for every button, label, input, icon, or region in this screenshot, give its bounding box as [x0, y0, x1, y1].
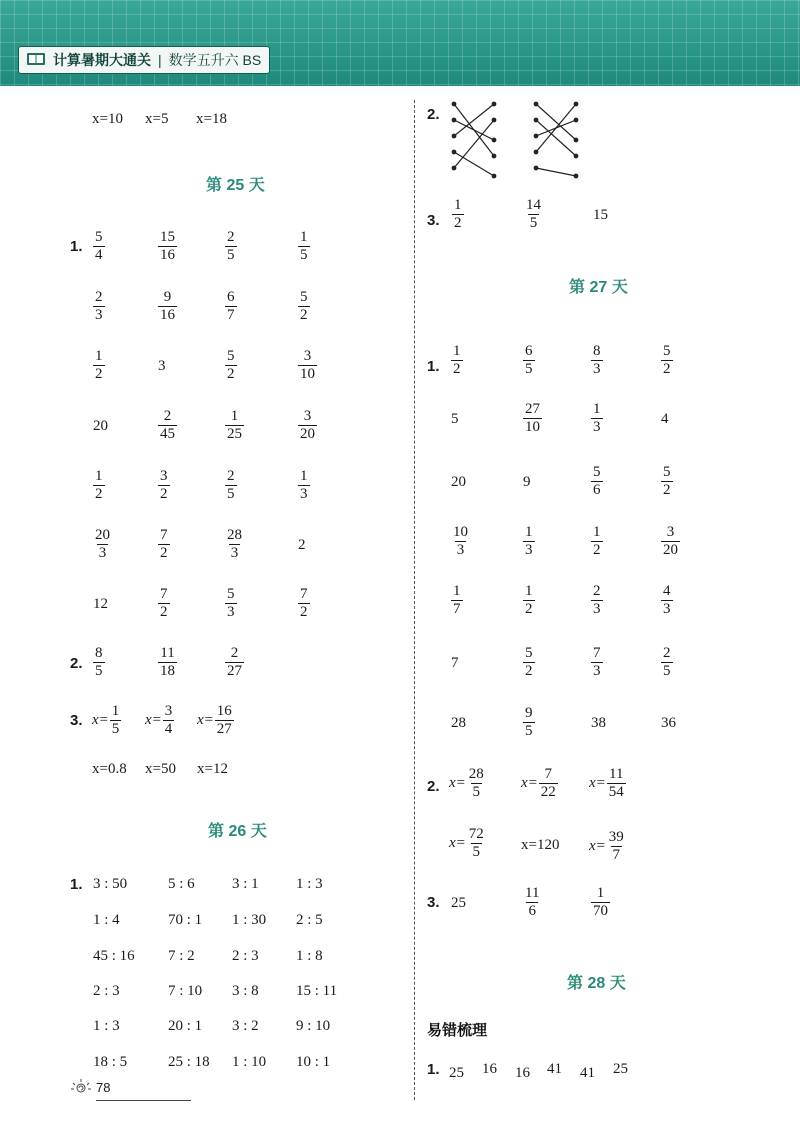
fraction	[661, 343, 673, 379]
ratio-answer: 1 : 3	[93, 1018, 120, 1034]
denominator: 3	[593, 419, 601, 436]
denominator: 3	[300, 486, 308, 503]
fraction	[93, 645, 105, 681]
denominator: 5	[525, 361, 533, 378]
fraction	[93, 229, 105, 265]
fraction	[467, 826, 486, 862]
ratio-answer: 3 : 1	[232, 876, 259, 892]
denominator: 5	[111, 721, 120, 738]
equation	[589, 766, 626, 802]
numerator: 1	[111, 703, 120, 719]
denominator: 2	[593, 542, 601, 559]
denominator: 3	[227, 604, 235, 621]
numerator: 1	[300, 229, 308, 245]
equation-variable: x=	[589, 775, 606, 792]
denominator: 3	[456, 542, 465, 559]
ratio-answer: 45 : 16	[93, 948, 135, 964]
value: 9	[523, 474, 531, 490]
numerator: 15	[160, 229, 175, 245]
day-28-title: 第 28 天	[567, 975, 626, 992]
numerator: 5	[593, 464, 601, 480]
fraction	[158, 408, 177, 444]
denominator: 4	[95, 247, 103, 264]
fraction	[298, 289, 310, 325]
denominator: 2	[453, 361, 461, 378]
fraction	[225, 408, 244, 444]
denominator: 5	[472, 844, 481, 861]
numerator: 7	[300, 586, 308, 602]
numerator: 14	[526, 197, 541, 213]
fraction	[591, 464, 603, 500]
numerator: 3	[303, 408, 312, 424]
denominator: 5	[525, 723, 533, 740]
question-number: 3.	[70, 712, 83, 729]
fraction	[163, 703, 175, 739]
fraction	[591, 885, 610, 921]
ratio-answer: 7 : 2	[168, 948, 195, 964]
title-separator: |	[158, 52, 162, 68]
fraction	[158, 527, 170, 563]
equation-variable: x=	[449, 775, 466, 792]
answer-value: 41	[547, 1061, 562, 1077]
equation	[449, 826, 486, 862]
numerator: 8	[593, 343, 601, 359]
denominator: 70	[593, 903, 608, 920]
value: 20	[93, 418, 108, 434]
numerator: 2	[227, 229, 235, 245]
numerator: 3	[164, 703, 173, 719]
numerator: 1	[95, 348, 103, 364]
answer-value: 41	[580, 1065, 595, 1081]
fraction	[225, 527, 244, 563]
question-number: 1.	[427, 1061, 440, 1078]
equation-variable: x=	[589, 838, 606, 855]
fraction	[661, 524, 680, 560]
fraction	[93, 289, 105, 325]
denominator: 3	[593, 361, 601, 378]
numerator: 2	[663, 645, 671, 661]
fraction	[523, 885, 541, 921]
question-number: 3.	[427, 212, 440, 229]
numerator: 72	[468, 826, 484, 842]
question-number: 2.	[427, 106, 440, 123]
numerator: 1	[95, 468, 103, 484]
numerator: 5	[227, 348, 235, 364]
equation-answer: x=50	[145, 761, 176, 777]
denominator: 18	[160, 663, 175, 680]
value: 12	[93, 596, 108, 612]
equation-variable: x=	[521, 775, 538, 792]
denominator: 25	[227, 426, 242, 443]
fraction	[215, 703, 234, 739]
numerator: 1	[525, 583, 533, 599]
fraction	[524, 197, 543, 233]
value: 2	[298, 537, 306, 553]
denominator: 7	[453, 601, 461, 618]
question-number: 2.	[70, 655, 83, 672]
answer-value: 25	[613, 1061, 628, 1077]
fraction	[225, 586, 237, 622]
numerator: 5	[227, 586, 235, 602]
fraction	[661, 583, 673, 619]
ratio-answer: 3 : 8	[232, 983, 259, 999]
fraction	[225, 289, 237, 325]
fraction	[225, 229, 237, 265]
question-number: 1.	[427, 358, 440, 375]
value: 28	[451, 715, 466, 731]
fraction	[158, 586, 170, 622]
fraction	[158, 645, 177, 681]
denominator: 3	[663, 601, 671, 618]
denominator: 5	[663, 663, 671, 680]
fraction	[158, 229, 177, 265]
numerator: 2	[163, 408, 172, 424]
numerator: 11	[160, 645, 175, 661]
equation	[449, 766, 486, 802]
denominator: 5	[227, 247, 235, 264]
value: 15	[593, 207, 608, 223]
value: 4	[661, 411, 669, 427]
denominator: 3	[230, 545, 239, 562]
denominator: 2	[95, 486, 103, 503]
denominator: 2	[454, 215, 462, 232]
fraction	[93, 348, 105, 384]
denominator: 4	[164, 721, 173, 738]
ratio-answer: 70 : 1	[168, 912, 203, 928]
page-number: 78	[96, 1079, 111, 1095]
equation	[92, 703, 121, 739]
answer-value: 16	[482, 1061, 497, 1077]
denominator: 22	[540, 784, 556, 801]
fraction	[539, 766, 558, 802]
fraction	[591, 645, 603, 681]
denominator: 54	[608, 784, 624, 801]
ratio-answer: 2 : 3	[232, 948, 259, 964]
fraction	[451, 583, 463, 619]
equation-answer: x=12	[197, 761, 228, 777]
denominator: 6	[593, 482, 601, 499]
denominator: 10	[300, 366, 315, 383]
fraction	[93, 468, 105, 504]
ratio-answer: 9 : 10	[296, 1018, 331, 1034]
fraction	[298, 348, 317, 384]
numerator: 5	[663, 343, 671, 359]
denominator: 10	[525, 419, 540, 436]
numerator: 28	[227, 527, 242, 543]
numerator: 7	[160, 586, 168, 602]
numerator: 1	[454, 197, 462, 213]
fraction	[661, 464, 673, 500]
fraction	[523, 583, 535, 619]
ratio-answer: 1 : 4	[93, 912, 120, 928]
numerator: 1	[453, 343, 461, 359]
question-number: 2.	[427, 778, 440, 795]
numerator: 1	[596, 885, 605, 901]
denominator: 3	[593, 601, 601, 618]
denominator: 2	[160, 604, 168, 621]
denominator: 20	[663, 542, 678, 559]
fraction	[298, 468, 310, 504]
fraction	[607, 766, 626, 802]
book-title-tag	[18, 46, 270, 74]
numerator: 7	[160, 527, 168, 543]
numerator: 2	[230, 645, 239, 661]
equation	[589, 829, 626, 865]
denominator: 5	[472, 784, 481, 801]
ratio-answer: 2 : 3	[93, 983, 120, 999]
numerator: 2	[95, 289, 103, 305]
equation	[521, 766, 558, 802]
denominator: 20	[300, 426, 315, 443]
equation-variable: x=	[92, 712, 109, 729]
numerator: 9	[163, 289, 172, 305]
book-subtitle: 数学五升六 BS	[168, 52, 262, 68]
numerator: 4	[663, 583, 671, 599]
equation	[145, 703, 174, 739]
numerator: 5	[525, 645, 533, 661]
denominator: 45	[160, 426, 175, 443]
fraction	[467, 766, 486, 802]
day-26-title: 第 26 天	[208, 823, 267, 840]
fraction	[661, 645, 673, 681]
ratio-answer: 1 : 10	[232, 1054, 267, 1070]
fraction	[298, 408, 317, 444]
fraction	[523, 705, 535, 741]
equation-answer: x=18	[196, 111, 227, 127]
page-number-footer	[70, 1078, 110, 1096]
fraction	[523, 343, 535, 379]
ratio-answer: 1 : 8	[296, 948, 323, 964]
equation-variable: x=	[197, 712, 214, 729]
denominator: 27	[216, 721, 232, 738]
denominator: 2	[663, 482, 671, 499]
ratio-answer: 1 : 30	[232, 912, 267, 928]
numerator: 39	[608, 829, 624, 845]
denominator: 3	[525, 542, 533, 559]
fraction	[298, 229, 310, 265]
column-divider	[414, 100, 415, 1100]
answer-value: 16	[515, 1065, 530, 1081]
numerator: 5	[95, 229, 103, 245]
numerator: 1	[453, 583, 461, 599]
numerator: 2	[227, 468, 235, 484]
numerator: 7	[593, 645, 601, 661]
ratio-answer: 3 : 50	[93, 876, 128, 892]
denominator: 16	[160, 247, 175, 264]
value: 20	[451, 474, 466, 490]
numerator: 28	[468, 766, 484, 782]
numerator: 9	[525, 705, 533, 721]
numerator: 1	[593, 401, 601, 417]
denominator: 2	[160, 486, 168, 503]
denominator: 5	[227, 486, 235, 503]
numerator: 1	[230, 408, 239, 424]
numerator: 16	[216, 703, 232, 719]
ratio-answer: 25 : 18	[168, 1054, 210, 1070]
numerator: 10	[453, 524, 468, 540]
numerator: 3	[303, 348, 312, 364]
fraction	[523, 645, 535, 681]
fraction	[607, 829, 626, 865]
denominator: 2	[525, 601, 533, 618]
numerator: 5	[663, 464, 671, 480]
ratio-answer: 2 : 5	[296, 912, 323, 928]
fraction	[523, 401, 542, 437]
question-number: 1.	[70, 238, 83, 255]
book-icon	[26, 51, 46, 67]
denominator: 2	[663, 361, 671, 378]
denominator: 3	[593, 663, 601, 680]
denominator: 7	[227, 307, 235, 324]
fraction	[225, 468, 237, 504]
numerator: 3	[160, 468, 168, 484]
denominator: 27	[227, 663, 242, 680]
question-number: 1.	[70, 876, 83, 893]
equation-variable: x=	[449, 835, 466, 852]
denominator: 2	[300, 604, 308, 621]
numerator: 20	[95, 527, 110, 543]
fraction	[591, 401, 603, 437]
numerator: 2	[593, 583, 601, 599]
footer-rule	[96, 1100, 191, 1101]
numerator: 1	[300, 468, 308, 484]
ratio-answer: 7 : 10	[168, 983, 203, 999]
denominator: 2	[227, 366, 235, 383]
value: 25	[451, 895, 466, 911]
equation-answer: x=120	[521, 837, 560, 853]
fraction	[110, 703, 122, 739]
value: 5	[451, 411, 459, 427]
fraction	[225, 348, 237, 384]
fraction	[158, 289, 177, 325]
equation-variable: x=	[145, 712, 162, 729]
denominator: 3	[95, 307, 103, 324]
fraction	[523, 524, 535, 560]
numerator: 6	[227, 289, 235, 305]
value: 3	[158, 358, 166, 374]
fraction	[158, 468, 170, 504]
denominator: 5	[95, 663, 103, 680]
denominator: 5	[300, 247, 308, 264]
ratio-answer: 3 : 2	[232, 1018, 259, 1034]
fraction	[452, 197, 464, 233]
equation-answer: x=5	[145, 111, 169, 127]
value: 36	[661, 715, 676, 731]
sun-swirl-icon	[70, 1078, 92, 1096]
numerator: 1	[525, 524, 533, 540]
day-25-title: 第 25 天	[206, 177, 265, 194]
ratio-answer: 20 : 1	[168, 1018, 203, 1034]
answer-value: 25	[449, 1065, 464, 1081]
ratio-answer: 1 : 3	[296, 876, 323, 892]
numerator: 11	[609, 766, 624, 782]
ratio-answer: 18 : 5	[93, 1054, 128, 1070]
day-27-title: 第 27 天	[569, 279, 628, 296]
denominator: 2	[95, 366, 103, 383]
fraction	[225, 645, 244, 681]
denominator: 3	[98, 545, 107, 562]
fraction	[451, 343, 463, 379]
book-title: 计算暑期大通关	[53, 52, 151, 68]
equation	[197, 703, 234, 739]
denominator: 2	[525, 663, 533, 680]
fraction	[451, 524, 470, 560]
ratio-answer: 15 : 11	[296, 983, 338, 999]
equation-answer: x=0.8	[92, 761, 127, 777]
numerator: 5	[300, 289, 308, 305]
fraction	[591, 343, 603, 379]
numerator: 1	[593, 524, 601, 540]
question-number: 3.	[427, 894, 440, 911]
value: 7	[451, 655, 459, 671]
fraction	[591, 583, 603, 619]
ratio-answer: 10 : 1	[296, 1054, 331, 1070]
numerator: 11	[525, 885, 540, 901]
ratio-answer: 5 : 6	[168, 876, 195, 892]
numerator: 3	[666, 524, 675, 540]
denominator: 5	[529, 215, 538, 232]
fraction	[93, 527, 112, 563]
fraction	[298, 586, 310, 622]
denominator: 6	[528, 903, 536, 920]
numerator: 6	[525, 343, 533, 359]
numerator: 27	[525, 401, 540, 417]
denominator: 7	[612, 847, 621, 864]
fraction	[591, 524, 603, 560]
denominator: 16	[160, 307, 175, 324]
numerator: 8	[95, 645, 103, 661]
denominator: 2	[160, 545, 168, 562]
denominator: 2	[300, 307, 308, 324]
error-review-heading: 易错梳理	[427, 1022, 488, 1039]
equation-answer: x=10	[92, 111, 123, 127]
numerator: 7	[544, 766, 553, 782]
matching-diagram	[444, 96, 584, 182]
value: 38	[591, 715, 606, 731]
